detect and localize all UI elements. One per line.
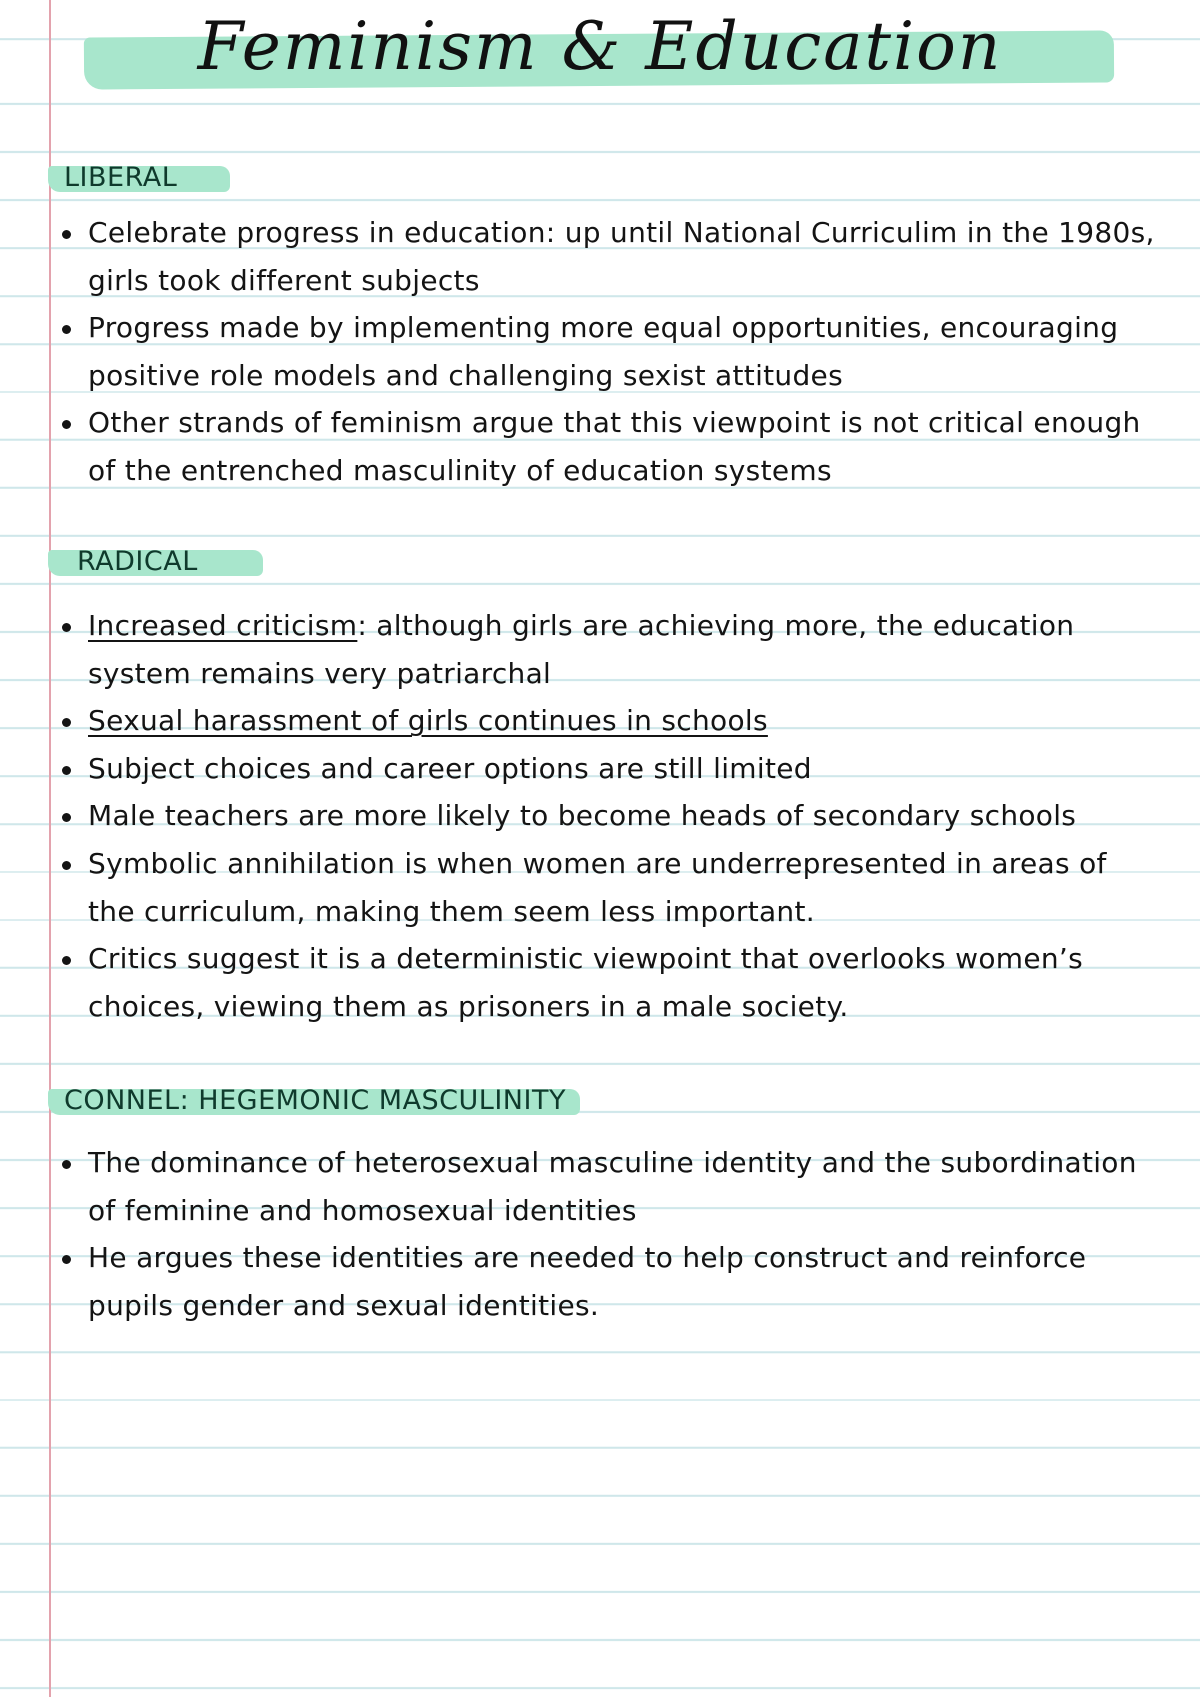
bullet-icon <box>62 766 71 775</box>
section-radical <box>0 542 1200 1030</box>
bullet-text: He argues these identities are needed to help construct and reinforce pupils gender and sexual identities. <box>88 1241 1087 1322</box>
page-title: Feminism & Education <box>197 8 1003 85</box>
section-heading-wrap <box>0 158 1200 198</box>
section-heading-wrap <box>0 542 1200 582</box>
bullet-emphasis: Increased criticism <box>88 609 358 642</box>
bullet-text: Symbolic annihilation is when women are underrepresented in areas of the curriculum, making them seem less important. <box>88 846 1107 928</box>
list-item <box>0 304 1200 399</box>
list-item <box>0 209 1200 304</box>
section-heading-wrap <box>0 1081 1200 1121</box>
list-item <box>0 602 1200 697</box>
bullet-list <box>0 209 1200 495</box>
list-item <box>0 697 1200 745</box>
bullet-text: The dominance of heterosexual masculine identity and the subordination of feminine and homosexual identities <box>88 1146 1137 1227</box>
section-heading: LIBERAL <box>64 162 178 193</box>
bullet-icon <box>62 1160 71 1169</box>
bullet-text: Male teachers are more likely to become heads of secondary schools <box>88 799 1077 833</box>
bullet-text: Celebrate progress in education: up until National Curriculim in the 1980s, girls took different subjects <box>88 216 1155 297</box>
bullet-text: Subject choices and career options are still limited <box>88 751 812 785</box>
bullet-text: : although girls are achieving more, the education system remains very patriarchal <box>88 609 1075 690</box>
list-item <box>0 1139 1200 1234</box>
section-heading: CONNEL: HEGEMONIC MASCULINITY <box>64 1085 566 1116</box>
list-item <box>0 792 1200 840</box>
bullet-icon <box>62 420 71 429</box>
bullet-list <box>0 602 1200 1030</box>
list-item <box>0 935 1200 1030</box>
bullet-icon <box>62 1255 71 1264</box>
list-item <box>0 1234 1200 1329</box>
bullet-text: Other strands of feminism argue that this viewpoint is not critical enough of the entrenched masculinity of education systems <box>88 406 1141 487</box>
bullet-icon <box>62 956 71 965</box>
bullet-icon <box>62 718 71 727</box>
list-item <box>0 399 1200 494</box>
section-connel <box>0 1081 1200 1329</box>
section-liberal <box>0 158 1200 495</box>
bullet-list <box>0 1139 1200 1329</box>
bullet-icon <box>62 813 71 822</box>
list-item <box>0 745 1200 793</box>
bullet-icon <box>62 623 71 632</box>
bullet-text: Critics suggest it is a deterministic viewpoint that overlooks women’s choices, viewing them as prisoners in a male society. <box>88 942 1083 1023</box>
section-heading: RADICAL <box>77 546 198 577</box>
bullet-text: Progress made by implementing more equal opportunities, encouraging positive role models and challenging sexist attitudes <box>88 311 1119 392</box>
bullet-icon <box>62 325 71 334</box>
bullet-icon <box>62 861 71 870</box>
list-item <box>0 840 1200 935</box>
bullet-icon <box>62 230 71 239</box>
bullet-emphasis: Sexual harassment of girls continues in schools <box>88 704 768 738</box>
